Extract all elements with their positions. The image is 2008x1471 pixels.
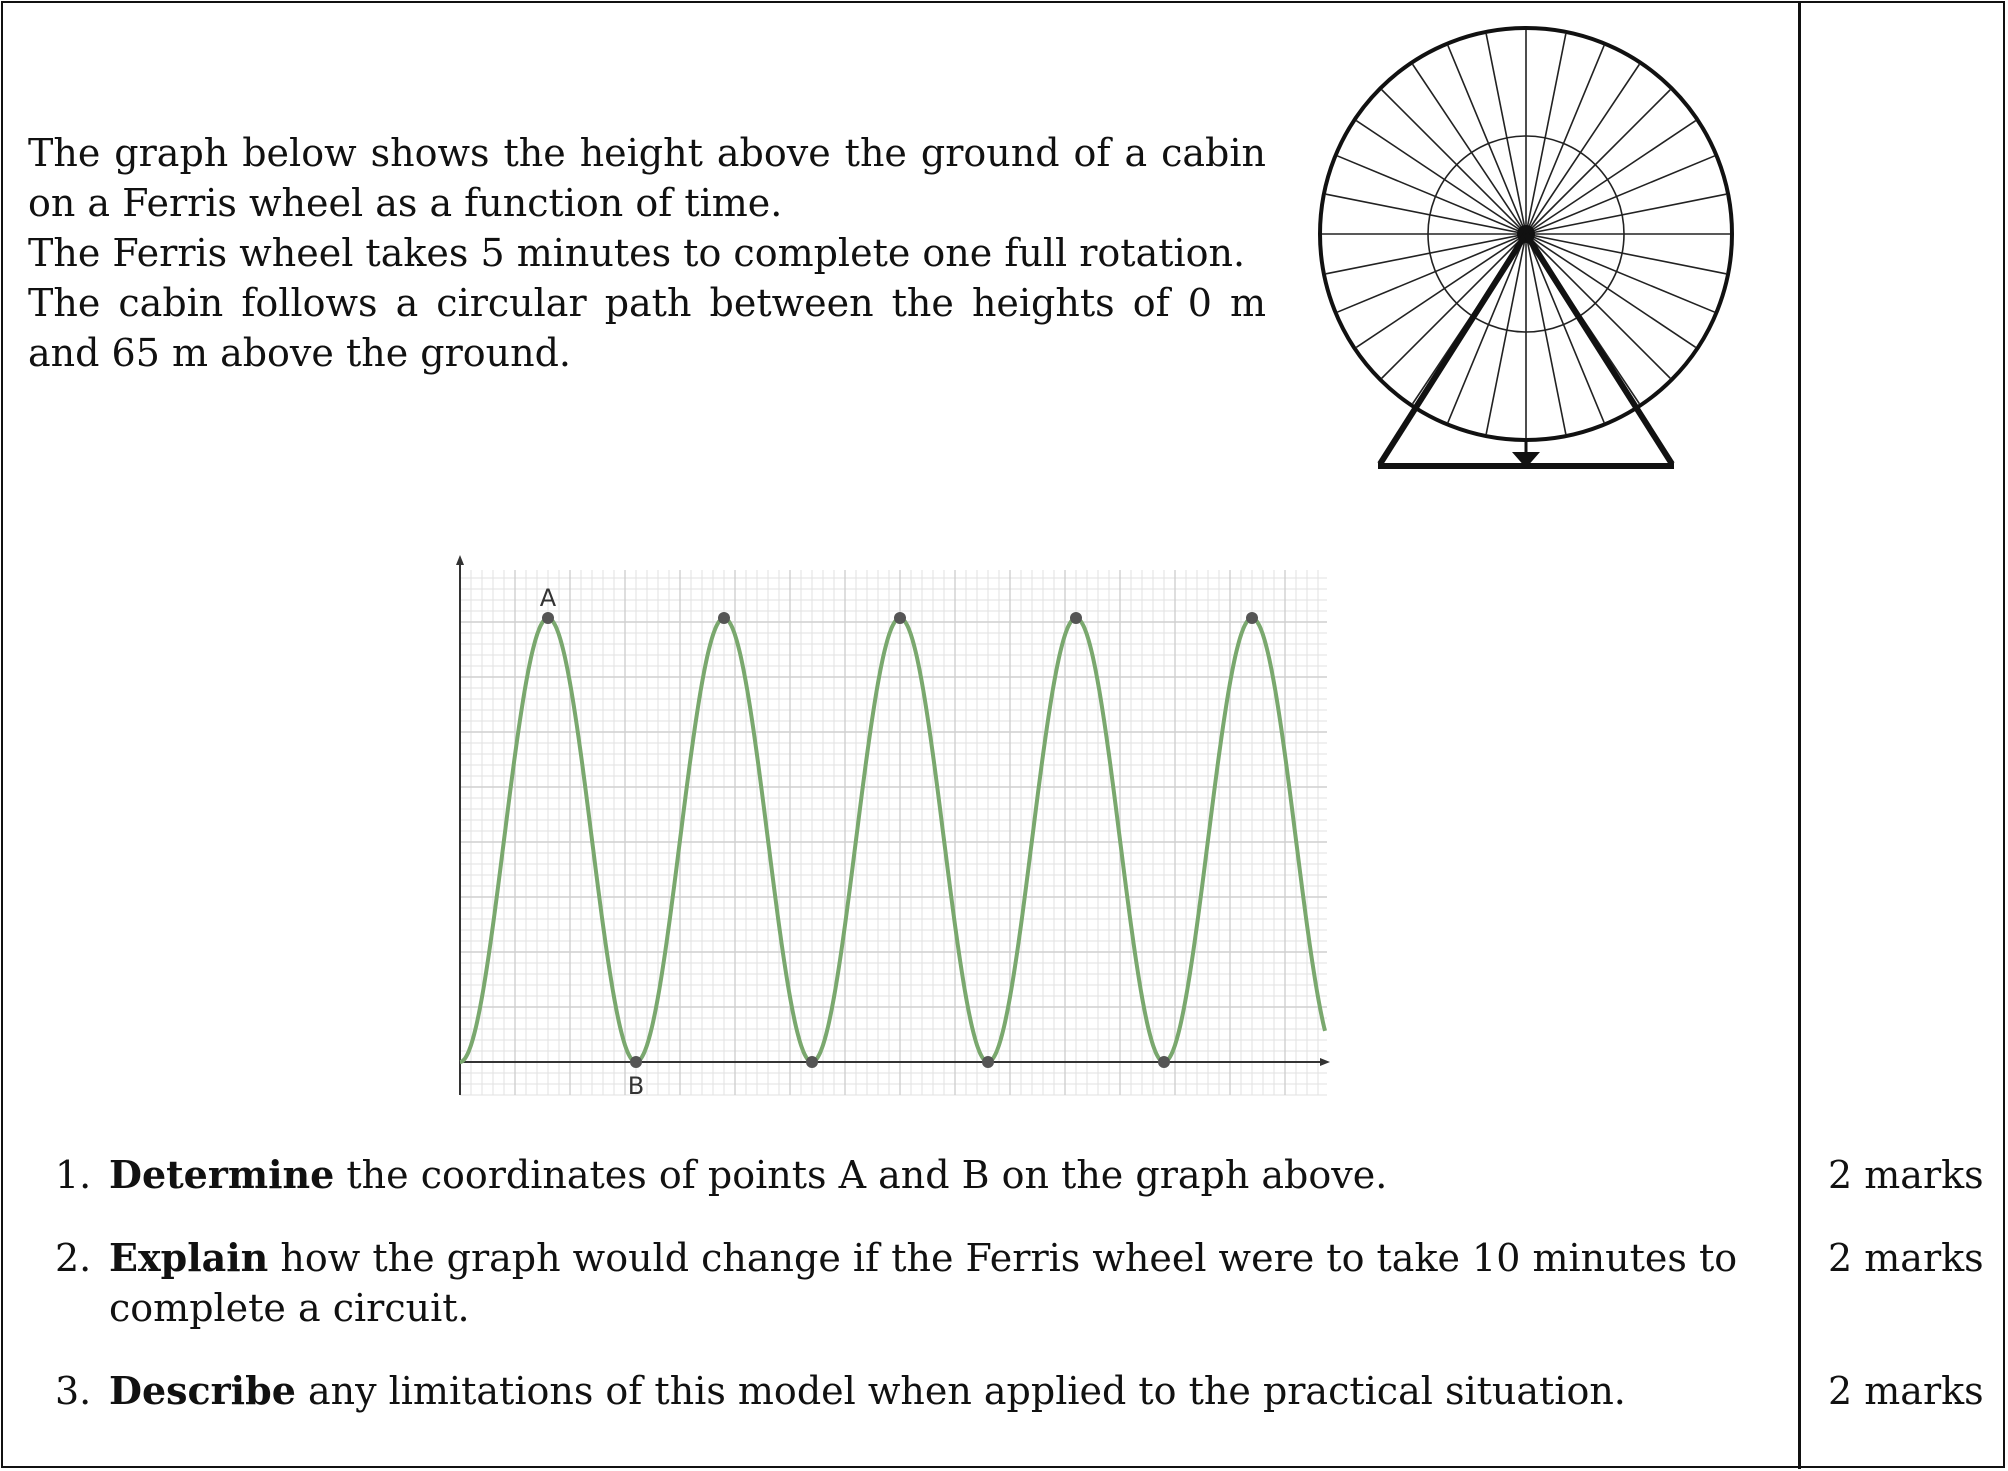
intro-line-1: The graph below shows the height above the ground of a cabin on a Ferris wheel as a function of time.: [28, 131, 1266, 225]
question-2-rest: how the graph would change if the Ferris wheel were to take 10 minutes to complete a circuit.: [109, 1236, 1738, 1330]
minimum-dot: [630, 1056, 642, 1068]
question-3-rest: any limitations of this model when applied to the practical situation.: [295, 1369, 1626, 1413]
wheel-spoke: [1526, 90, 1670, 234]
wheel-support-right: [1526, 234, 1672, 464]
y-axis-arrow: [456, 555, 464, 565]
intro-text: [28, 128, 1266, 378]
question-2-text: [109, 1233, 1829, 1333]
question-1-number: 1.: [55, 1153, 92, 1197]
wheel-spoke: [1382, 234, 1526, 378]
question-3-number: 3.: [55, 1369, 92, 1413]
question-1-text: [109, 1150, 1829, 1200]
question-1-rest: the coordinates of points A and B on the graph above.: [334, 1153, 1388, 1197]
wheel-spoke: [1526, 234, 1670, 378]
maximum-dot: [718, 612, 730, 624]
wheel-support-left: [1380, 234, 1526, 464]
question-2-verb: Explain: [109, 1235, 269, 1280]
question-2-marks: 2 marks: [1828, 1236, 1984, 1280]
maximum-dot: [894, 612, 906, 624]
minimum-dot: [982, 1056, 994, 1068]
height-curve: [460, 618, 1325, 1062]
intro-line-2: The Ferris wheel takes 5 minutes to complete one full rotation.: [28, 231, 1246, 275]
maximum-dot: [542, 612, 554, 624]
intro-line-3: The cabin follows a circular path between the heights of 0 m and 65 m above the ground.: [28, 281, 1266, 375]
point-label-b: B: [627, 1072, 645, 1100]
x-axis-arrow: [1320, 1058, 1330, 1066]
maximum-dot: [1246, 612, 1258, 624]
height-time-graph: [430, 555, 1335, 1105]
minimum-dot: [1158, 1056, 1170, 1068]
question-3-verb: Describe: [109, 1368, 296, 1413]
question-3-marks: 2 marks: [1828, 1369, 1984, 1413]
question-3-text: [109, 1366, 1829, 1416]
maximum-dot: [1070, 612, 1082, 624]
question-1-verb: Determine: [109, 1152, 335, 1197]
point-label-a: A: [539, 584, 557, 612]
ferris-wheel-illustration: [1300, 24, 1780, 484]
question-1-marks: 2 marks: [1828, 1153, 1984, 1197]
wheel-spoke: [1382, 90, 1526, 234]
minimum-dot: [806, 1056, 818, 1068]
question-2-number: 2.: [55, 1236, 92, 1280]
